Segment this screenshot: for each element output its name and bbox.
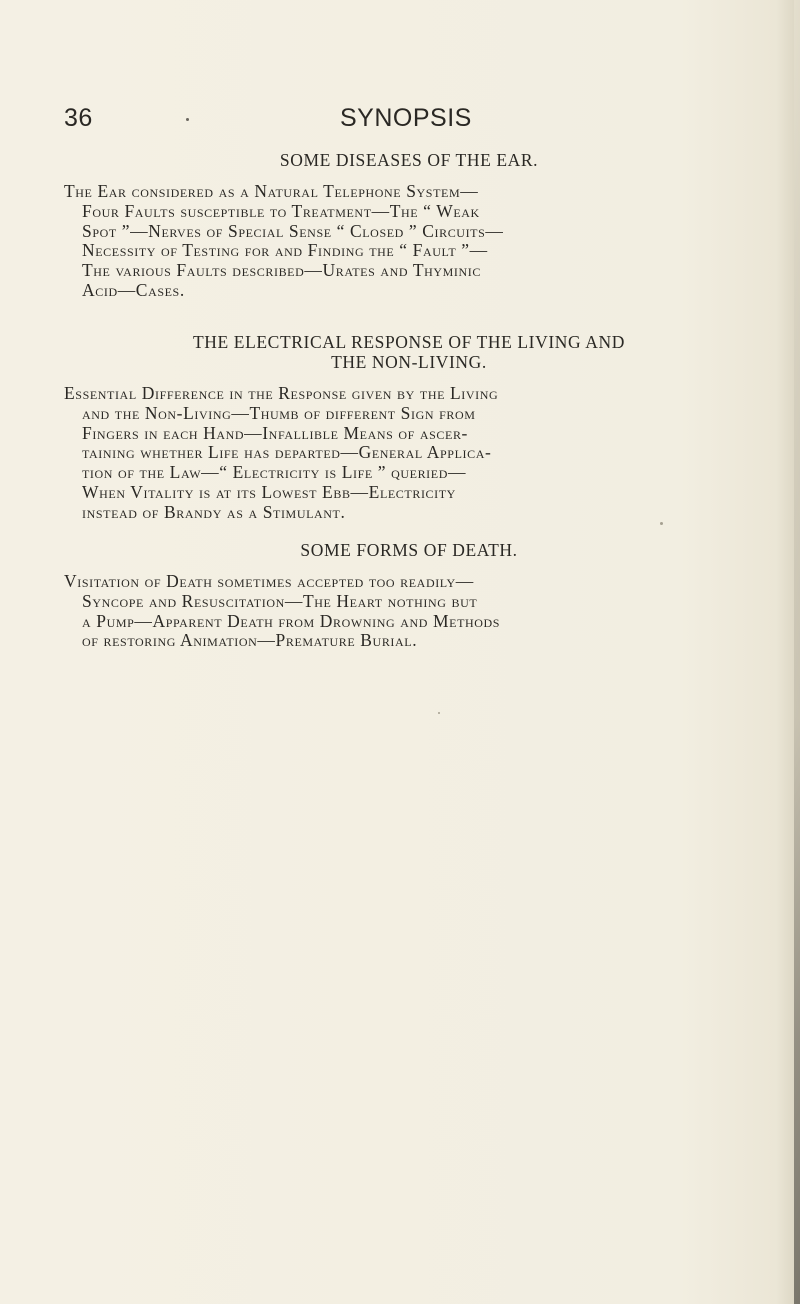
summary-line: Necessity of Testing for and Finding the “ Fault ”—	[82, 240, 488, 261]
section-title-line: THE NON-LIVING.	[331, 352, 487, 372]
summary-line: instead of Brandy as a Stimulant.	[82, 501, 346, 522]
page-edge-shadow	[794, 0, 800, 1304]
summary-line: The various Faults described—Urates and Thyminic	[82, 260, 481, 281]
summary-line: a Pump—Apparent Death from Drowning and Methods	[82, 610, 501, 631]
summary-line: Acid—Cases.	[82, 279, 185, 300]
summary-line: When Vitality is at its Lowest Ebb—Electricity	[82, 481, 456, 502]
summary-line: Essential Difference in the Response given by the Living	[64, 383, 499, 403]
summary-line: Four Faults susceptible to Treatment—The “ Weak	[82, 200, 480, 221]
section-summary	[64, 182, 754, 301]
summary-line: The Ear considered as a Natural Telephone System—	[64, 181, 479, 201]
section-title	[64, 332, 754, 372]
paper-speck	[660, 522, 663, 525]
section-electrical-response	[64, 332, 754, 523]
section-summary	[64, 572, 754, 651]
section-summary	[64, 384, 754, 523]
summary-line: taining whether Life has departed—General Applica-	[82, 442, 492, 463]
summary-line: Syncope and Resuscitation—The Heart nothing but	[82, 590, 478, 611]
section-forms-of-death	[64, 540, 754, 651]
header-dot	[186, 118, 189, 121]
section-title: SOME DISEASES OF THE EAR.	[279, 150, 539, 170]
page-number: 36	[64, 104, 93, 132]
summary-line: Visitation of Death sometimes accepted too readily—	[64, 571, 474, 591]
summary-line: Spot ”—Nerves of Special Sense “ Closed ” Circuits—	[82, 220, 504, 241]
summary-line: and the Non-Living—Thumb of different Sign from	[82, 402, 476, 423]
summary-line: tion of the Law—“ Electricity is Life ” queried—	[82, 462, 467, 483]
summary-line: Fingers in each Hand—Infallible Means of ascer-	[82, 422, 468, 443]
running-head: SYNOPSIS	[340, 104, 472, 132]
summary-line: of restoring Animation—Premature Burial.	[82, 630, 418, 651]
paper-speck	[438, 712, 440, 714]
page-header	[0, 104, 800, 144]
section-title: SOME FORMS OF DEATH.	[300, 540, 518, 560]
section-title-line: THE ELECTRICAL RESPONSE OF THE LIVING AND	[193, 332, 625, 352]
section-diseases-of-ear	[64, 150, 754, 301]
